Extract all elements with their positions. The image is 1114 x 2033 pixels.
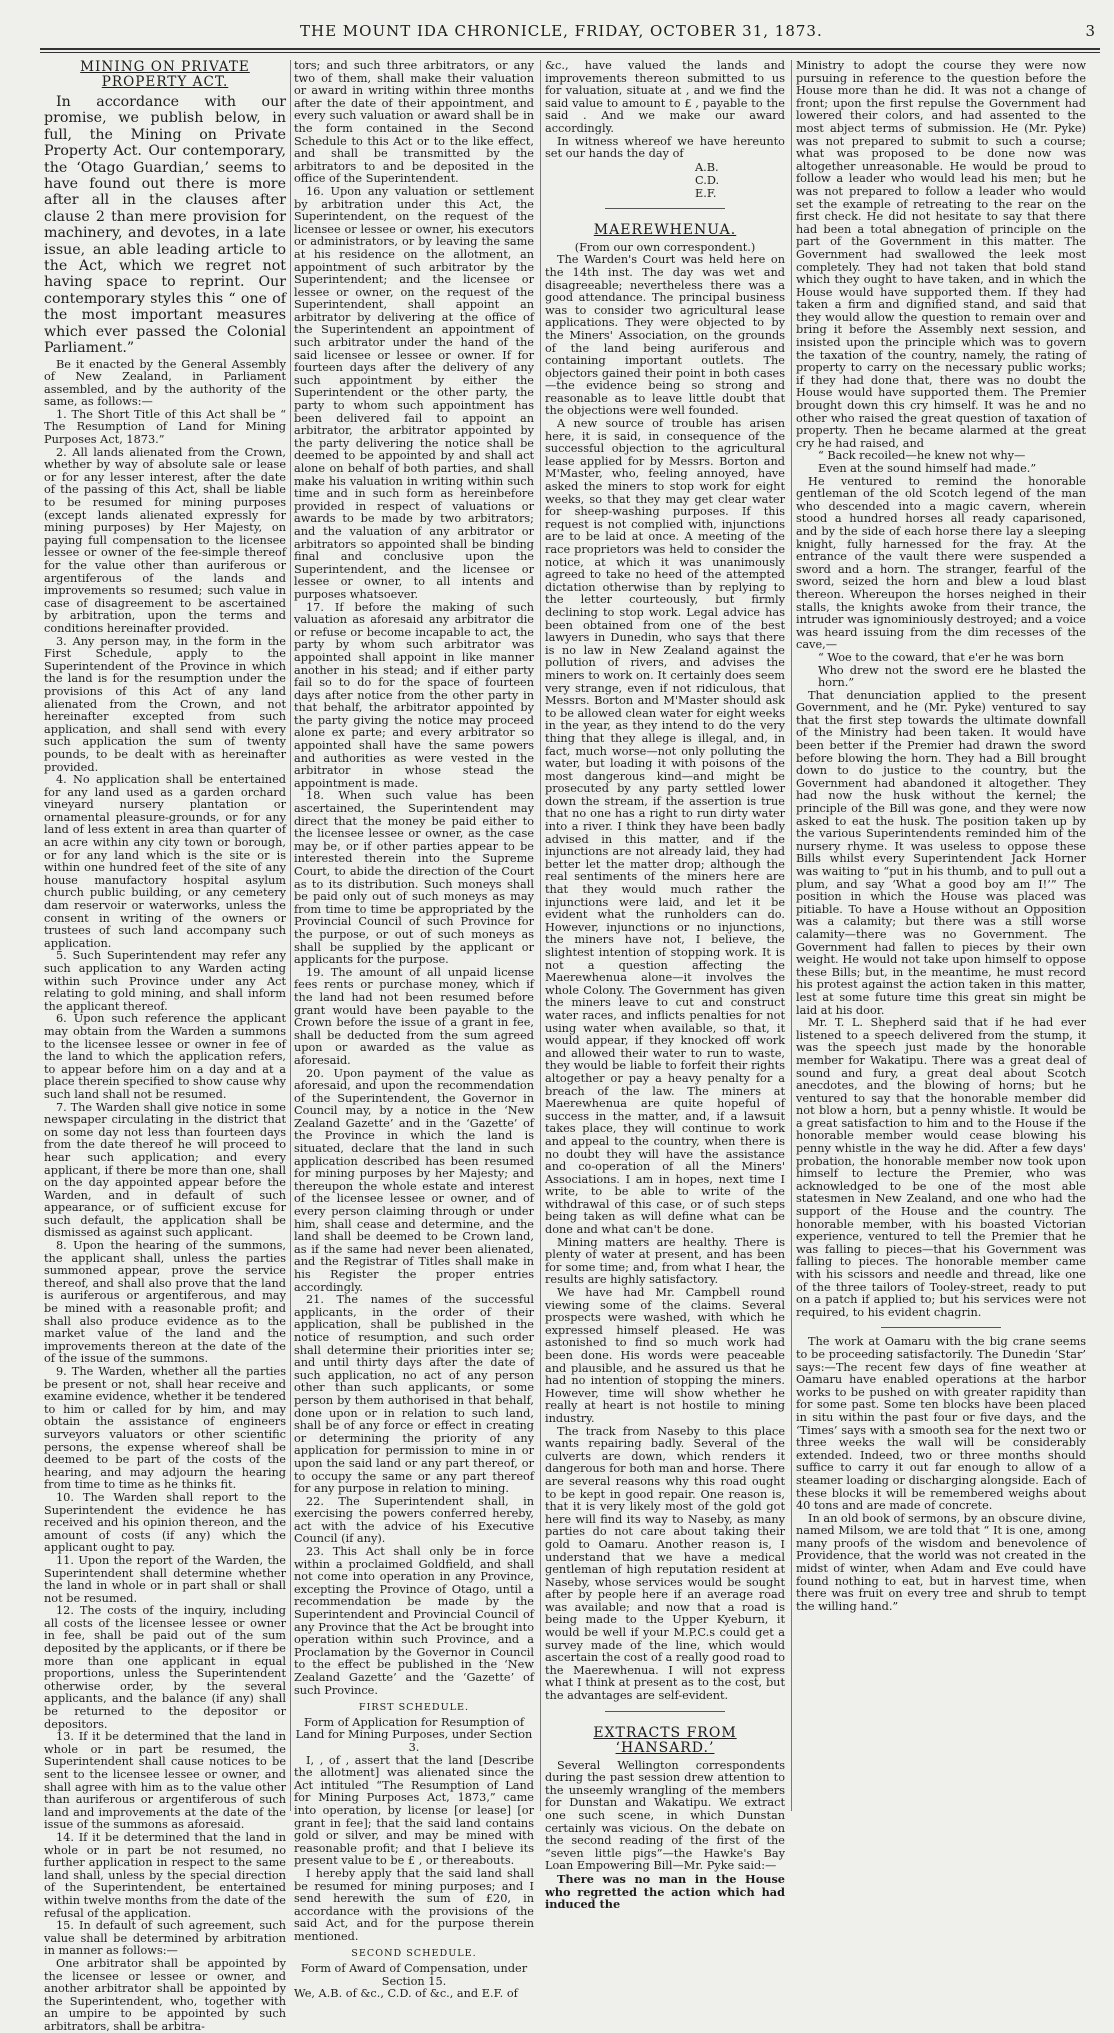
masthead [40, 14, 1100, 44]
signature: E.F. [695, 186, 717, 200]
article-heading: MINING ON PRIVATE PROPERTY ACT. [80, 59, 250, 90]
article-byline: (From our own correspondent.) [574, 240, 756, 254]
section-paragraph: 12. The costs of the inquiry, including all costs of the licensee lessee or owner in fee, shall be paid out of the sum deposited by the applicants, or if there be more than one applicant in equal proportions, unless the Superintendent otherwise order, by the several applicants, and the balance (if any) shall be returned to the depositor or depositors. [44, 1604, 286, 1731]
section-paragraph: 2. All lands alienated from the Crown, whether by way of absolute sale or lease or for any lesser interest, after the date of the passing of this Act, shall be liable to be resumed for mining purposes (except lands alienated expressly for mining purposes) by Her Majesty, on paying full compensation to the licensee lessee or owner of the fee-simple thereof for the value other than auriferous or argentiferous of the lands and improvements so resumed; such value in case of disagreement to be ascertained by arbitration, upon the terms and conditions hereinafter provided. [44, 445, 286, 635]
schedule-title: Form of Award of Compensation, under Section 15. [300, 1962, 528, 1988]
section-paragraph: 13. If it be determined that the land in whole or in part be resumed, the Superintendent shall cause notices to be sent to the licensee lessee or owner, and shall agree with him as to the value other than auriferous or argentiferous of such land and improvements at the date of the issue of the summons as aforesaid. [44, 1730, 286, 1832]
article-paragraph: A new source of trouble has arisen here, it is said, in consequence of the successful objection to the agricultural lease applied for by Messrs. Borton and M'Master, who, feeling annoyed, have asked the miners to stop work for eight weeks, so that they may get clear water for sheep-washing purposes. If this request is not complied with, injunctions are to be laid at once. A meeting of the race proprietors was held to consider the notice, at which it was unanimously agreed to take no heed of the attempted dictation otherwise than by replying to the letter courteously, but firmly declining to stop work. Legal advice has been obtained from one of the best lawyers in Dunedin, who says that there is no law in New Zealand against the pollution of rivers, and advises the miners to work on. It certainly does seem very strange, even if not ridiculous, that Messrs. Borton and M'Master should ask to be allowed clean water for eight weeks in the year, as they intend to do the very thing that they allege is illegal, and, in fact, much worse—not only polluting the water, but loading it with poisons of the most dangerous kind—and might be prosecuted by any party settled lower down the stream, if the assertion is true that no one has a right to run dirty water into a river. I think they have been badly advised in this matter, and if the injunctions are not already laid, they had better let the matter drop; although the real sentiments of the miners here are that they would much rather the injunctions were laid, and let it be evident what the runholders can do. However, injunctions or no injunctions, the miners have not, I believe, the slightest intention of stopping work. It is not a question affecting the Maerewhenua alone—it involves the whole Colony. The Government has given the miners leave to cut and construct water races, and inflicts penalties for not using water when available, so that, it would appear, if they knocked off work and allowed their water to run to waste, they would be liable to forfeit their rights altogether or pay a heavy penalty for a breach of the law. The miners at Maerewhenua are quite hopeful of success in the matter, and, if a lawsuit takes place, they will continue to work and appeal to the country, when there is no doubt they will have the assistance and co-operation of all the Miners' Associations. I am in hopes, next time I write, to be able to write of the withdrawal of this case, or of such steps being taken as will define what can be done and what can't be done. [545, 417, 785, 1237]
article-paragraph: The work at Oamaru with the big crane seems to be proceeding satisfactorily. The Dunedin ‘Star’ says:—The recent few days of fine weather at Oamaru have enabled operations at the harbor works to be pushed on with greater rapidity than for some past. Some ten blocks have been placed in situ within the past four or five days, and the ‘Times’ says with a smooth sea for the next two or three weeks the wall will be considerably extended. Indeed, two or three months should suffice to carry it out far enough to allow of a steamer loading or discharging alongside. Each of these blocks it will be remembered weighs about 40 tons and are made of concrete. [796, 1335, 1086, 1513]
article-heading: EXTRACTS FROM ‘HANSARD.’ [593, 1724, 737, 1756]
section-paragraph: 15. In default of such agreement, such value shall be determined by arbitration in manner as follows:— [44, 1919, 286, 1958]
section-paragraph: 22. The Superintendent shall, in exercising the powers conferred hereby, act with the advice of his Executive Council (if any). [294, 1494, 534, 1546]
column-1 [44, 59, 286, 2033]
section-paragraph: 5. Such Superintendent may refer any such application to any Warden acting within such Province under any Act relating to gold mining, and shall inform the applicant thereof. [44, 949, 286, 1013]
section-paragraph: 21. The names of the successful applicants, in the order of their application, shall be published in the notice of resumption, and such order shall determine their priorities inter se; and until thirty days after the date of such application, no act of any person other than such applicants, or some person by them authorised in that behalf, done upon or in relation to such land, shall be of any force or effect in creating or determining the priority of any application for permission to mine in or upon the said land or any part thereof, or to occupy the same or any part thereof for any purpose in relation to mining. [294, 1293, 534, 1496]
verse-line: Even at the sound himself had made.” [818, 462, 1037, 475]
schedule-title: Form of Application for Resumption of Land for Mining Purposes, under Section 3. [295, 1715, 533, 1754]
masthead-title: THE MOUNT IDA CHRONICLE, FRIDAY, OCTOBER 31, 1873. [300, 22, 823, 40]
section-paragraph: tors; and such three arbitrators, or any two of them, shall make their valuation or award in writing within three months after the date of their appointment, and every such valuation or award shall be in the form contained in the Second Schedule to this Act or to the like effect, and shall be transmitted by the arbitrators to and be deposited in the office of the Superintendent. [294, 59, 534, 186]
schedule-body: I, , of , assert that the land [Describe the allotment] was alienated since the Act intituled “The Resumption of Land for Mining Purposes Act, 1873,” came into operation, by license [or lease] [or grant in fee]; that the said land contains gold or silver, and may be mined with reasonable profit; and that I believe its present value to be £ , or thereabouts. [294, 1753, 534, 1868]
article-paragraph: Ministry to adopt the course they were now pursuing in reference to the question before the House more than he did. It was not a change of front; upon the first repulse the Government had lowered their colors, and had assented to the most abject terms of submission. He (Mr. Pyke) was not prepared to submit to such a course; what was proposed to be done now was altogether unreasonable. He would be proud to follow a leader who would lead his men; but he was not prepared to follow a leader who would set the example of retreating to the rear on the first check. He did not hesitate to say that there had been a total abnegation of principle on the part of the Government in this matter. The Government had swallowed the leek most completely. They had not taken that bold stand which they ought to have taken, and in which the House would have supported them. If they had taken a firm and dignified stand, and said that they would allow the question to remain over and bring it before the Assembly next session, and insisted upon the principle which was to govern the taxation of the country, namely, the rating of property to carry on the necessary public works; if they had done that, there was no doubt the House would have supported them. The Premier brought down this cry himself. It was he and no other who raised the great question of taxation of property. Then he became alarmed at the great cry he had raised, and [796, 59, 1086, 450]
section-paragraph: 11. Upon the report of the Warden, the Superintendent shall determine whether the land in whole or in part shall or shall not be resumed. [44, 1553, 286, 1605]
column-3 [545, 59, 785, 1912]
masthead-rule-thin [40, 52, 1100, 53]
article-paragraph: He ventured to remind the honorable gentleman of the old Scotch legend of the man who descended into a magic cavern, wherein stood a hundred horses all ready caparisoned, and by the side of each horse there lay a sleeping knight, fully harnessed for the fray. At the entrance of the vault there were suspended a sword and a horn. The stranger, fearful of the sword, seized the horn and blew a loud blast thereon. Whereupon the horses neighed in their stalls, the knights awoke from their trance, the intruder was ignominiously destroyed; and a voice was heard issuing from the dim recesses of the cave,— [796, 474, 1086, 652]
article-paragraph: The track from Naseby to this place wants repairing badly. Several of the culverts are down, which renders it dangerous for both man and horse. There are several reasons why this road ought to be kept in good repair. One reason is, that it is very likely most of the gold got here will find its way to Naseby, as many parties do not care about taking their gold to Oamaru. Another reason is, I understand that we have a medical gentleman of high reputation resident at Naseby, whose services would be sought after by people here if an average road was available; and now that a road is being made to the Upper Kyeburn, it would be well if your M.P.C.s could get a survey made of the line, which would ascertain the cost of a really good road to the Maerewhenua. I will not express what I think at present as to the cost, but the advantages are self-evident. [545, 1424, 785, 1703]
enacting-clause: Be it enacted by the General Assembly of New Zealand, in Parliament assembled, and by the authority of the same, as follows:— [44, 357, 286, 409]
section-paragraph: 4. No application shall be entertained for any land used as a garden orchard vineyard nursery plantation or ornamental pleasure-grounds, or for any land of less extent in area than quarter of an acre within any city town or borough, or for any land which is the site or is within one hundred feet of the site of any house manufactory hospital asylum church public building, or any cemetery dam reservoir or waterworks, unless the consent in writing of the owners or trustees of such land accompany such application. [44, 773, 286, 950]
section-paragraph: 6. Upon such reference the applicant may obtain from the Warden a summons to the licensee lessee or owner in fee of the land to which the application refers, to appear before him on a day and at a place therein specified to show cause why such land shall not be resumed. [44, 1012, 286, 1101]
column-2 [294, 59, 534, 2001]
schedule-body: I hereby apply that the said land shall be resumed for mining purposes; and I send herewith the sum of £20, in accordance with the provisions of the said Act, and for the purpose therein mentioned. [294, 1866, 534, 1943]
section-paragraph: 14. If it be determined that the land in whole or in part be not resumed, no further application in respect to the same land shall, unless by the special direction of the Superintendent, be entertained within twelve months from the date of the refusal of the application. [44, 1830, 286, 1920]
verse-line: “ Woe to the coward, that e'er he was born [818, 650, 1064, 664]
article-paragraph: There was no man in the House who regretted the action which had induced the [545, 1871, 785, 1912]
section-paragraph: 19. The amount of all unpaid license fees rents or purchase money, which if the land had not been resumed before grant would have been payable to the Crown before the issue of a grant in fee, shall be deducted from the sum agreed upon or awarded as the value as aforesaid. [294, 965, 534, 1067]
article-paragraph: Mining matters are healthy. There is plenty of water at present, and has been for some time; and, from what I hear, the results are highly satisfactory. [545, 1235, 785, 1287]
separator-rule [605, 1711, 725, 1712]
section-paragraph: 1. The Short Title of this Act shall be “ The Resumption of Land for Mining Purposes Act, 1873.” [44, 407, 286, 447]
section-paragraph: One arbitrator shall be appointed by the licensee or lessee or owner, and another arbitrator shall be appointed by the Superintendent, who, together with an umpire to be appointed by such arbitrators, shall be arbitra- [44, 1956, 286, 2033]
separator-rule [605, 208, 725, 209]
column-4 [796, 60, 1086, 1811]
section-paragraph: 17. If before the making of such valuation as aforesaid any arbitrator die or refuse or become incapable to act, the party by whom such arbitrator was appointed shall appoint in like manner another in his stead; and if either party fail so to do for the space of fourteen days after notice from the other party in that behalf, the arbitrator appointed by the party giving the notice may proceed alone ex parte; and every arbitrator so appointed shall have the same powers and authorities as were vested in the arbitrator in whose stead the appointment is made. [294, 600, 534, 790]
schedule-body: We, A.B. of &c., C.D. of &c., and E.F. of [294, 1987, 518, 2001]
masthead-rule [40, 48, 1100, 50]
column-rule [290, 60, 291, 1811]
article-paragraph: Several Wellington correspondents during the past session drew attention to the unseemly wrangling of the members for Dunstan and Wakatipu. We extract one such scene, in which Dunstan certainly was vicious. On the debate on the second reading of the first of the “seven little pigs”—the Hawke's Bay Loan Empowering Bill—Mr. Pyke said:— [545, 1758, 785, 1873]
signature: C.D. [695, 173, 720, 187]
signature: A.B. [695, 160, 719, 174]
schedule-body: In witness whereof we have hereunto set our hands the day of [545, 134, 785, 161]
article-lead: In accordance with our promise, we publish below, in full, the Mining on Private Property Act. Our contemporary, the ‘Otago Guardian,’ seems to have found out there is more after all in the clauses after clause 2 than mere provision for machinery, and devotes, in a late issue, an able leading article to the Act, which we regret not having space to reprint. Our contemporary styles this “ one of the most important measures which ever passed the Colonial Parliament.” [44, 94, 286, 357]
section-paragraph: 7. The Warden shall give notice in some newspaper circulating in the district that on some day not less than fourteen days from the date thereof he will proceed to hear such application; and every applicant, if there be more than one, shall on the day appointed appear before the Warden, and in default of such appearance, or of sufficient excuse for such default, the application shall be dismissed as against such applicant. [44, 1100, 286, 1240]
section-paragraph: 16. Upon any valuation or settlement by arbitration under this Act, the Superintendent, on the request of the licensee or lessee or owner, his executors or administrators, or by leaving the same at his residence on the allotment, an appointment of such arbitrator by the Superintendent; and the licensee or lessee or owner, on the request of the Superintendent, shall appoint an arbitrator by delivering at the office of the Superintendent an appointment of such arbitrator under the hand of the said licensee or lessee or owner. If for fourteen days after the delivery of any such appointment by either the Superintendent or the other party, the party to whom such appointment has been delivered fail to appoint an arbitrator, the arbitrator appointed by the party delivering the notice shall be deemed to be appointed by and shall act alone on behalf of both parties, and shall make his valuation in writing within such time and in such form as hereinbefore provided in respect of valuations or awards to be made by two arbitrators; and the valuation of any arbitrator or arbitrators so appointed shall be binding final and conclusive upon the Superintendent, and the licensee or lessee or owner, to all intents and purposes whatsoever. [294, 184, 534, 601]
article-heading: MAEREWHENUA. [593, 221, 737, 238]
section-paragraph: 20. Upon payment of the value as aforesaid, and upon the recommendation of the Superintendent, the Governor in Council may, by a notice in the ‘New Zealand Gazette’ and in the ‘Gazette’ of the Province in which the land is situated, declare that the land in such application described has been resumed for mining purposes by her Majesty; and thereupon the whole estate and interest of the licensee lessee or owner, and of every person claiming through or under him, shall cease and determine, and the land shall be deemed to be Crown land, as if the same had never been alienated, and the Registrar of Titles shall make in his Register the proper entries accordingly. [294, 1066, 534, 1294]
verse-line: “ Back recoiled—he knew not why— [818, 449, 1026, 463]
section-paragraph: 9. The Warden, whether all the parties be present or not, shall hear receive and examine evidence, whether it be tendered to him or called for by him, and may obtain the assistance of engineers surveyors valuators or other scientific persons, the expense whereof shall be deemed to be part of the costs of the hearing, and may adjourn the hearing from time to time as he thinks fit. [44, 1365, 286, 1492]
section-paragraph: 8. Upon the hearing of the summons, the applicant shall, unless the parties summoned appear, prove the service thereof, and shall also prove that the land is auriferous or argentiferous, and may be mined with a reasonable profit; and shall also produce evidence as to the market value of the land and the improvements thereon at the date of the of the issue of the summons. [44, 1239, 286, 1366]
column-rule [540, 60, 541, 1811]
section-paragraph: 23. This Act shall only be in force within a proclaimed Goldfield, and shall not come into operation in any Province, excepting the Province of Otago, until a recommendation be made by the Superintendent and Provincial Council of any Province that the Act be brought into operation within such Province, and a Proclamation by the Governor in Council to the effect be published in the ‘New Zealand Gazette’ and the ‘Gazette’ of such Province. [294, 1545, 534, 1697]
verse-line: Who drew not the sword ere he blasted the horn.” [818, 663, 1086, 690]
article-paragraph: In an old book of sermons, by an obscure divine, named Milsom, we are told that “ It is one, among many proofs of the wisdom and benevolence of Providence, that the world was not created in the midst of winter, when Adam and Eve could have found nothing to eat, but in harvest time, when there was fruit on every tree and shrub to tempt the willing hand.” [796, 1511, 1086, 1613]
article-paragraph: The Warden's Court was held here on the 14th inst. The day was wet and disagreeable; nevertheless there was a good attendance. The principal business was to consider two agricultural lease applications. They were objected to by the Miners' Association, on the grounds of the land being auriferous and containing important outlets. The objectors gained their point in both cases—the evidence being so strong and reasonable as to leave little doubt that the objections were well founded. [545, 253, 785, 418]
schedule-heading: SECOND SCHEDULE. [351, 1948, 477, 1960]
article-paragraph: Mr. T. L. Shepherd said that if he had ever listened to a speech delivered from the stump, it was the speech just made by the honorable member for Wakatipu. There was a great deal of sound and fury, a great deal about Scotch anecdotes, and the blowing of horns; but he ventured to say that the honorable member did not blow a horn, but a penny whistle. It would be a great satisfaction to him and to the House if the honorable member would cease blowing his penny whistle in the way he did. After a few days' probation, the honorable member now took upon himself to lecture the Premier, who was acknowledged to be one of the most able statesmen in New Zealand, and one who had the support of the House and the country. The honorable member, with his boasted Victorian experience, ventured to tell the Premier that he was falling to pieces—that his Government was falling to pieces. The honorable member came with his scissors and needle and thread, like one of the three tailors of Tooley-street, ready to put on a patch if applied to; but his services were not required, to his evident chagrin. [796, 1016, 1086, 1319]
section-paragraph: 3. Any person may, in the form in the First Schedule, apply to the Superintendent of the Province in which the land is for the resumption under the provisions of this Act of any land alienated from the Crown, and not hereinafter excepted from such application, and shall send with every such application the sum of twenty pounds, to be dealt with as hereinafter provided. [44, 634, 286, 774]
section-paragraph: 10. The Warden shall report to the Superintendent the evidence he has received and his opinion thereon, and the amount of costs (if any) which the applicant ought to pay. [44, 1490, 286, 1555]
column-rule [791, 60, 792, 1811]
article-paragraph: We have had Mr. Campbell round viewing some of the claims. Several prospects were washed, with which he expressed himself pleased. He was astonished to find so much work had been done. His words were peaceable and plausible, and he assured us that he had no intention of stopping the miners. However, time will show whether he really at heart is not hostile to mining industry. [545, 1286, 785, 1425]
schedule-body: &c., have valued the lands and improvements thereon submitted to us for valuation, situate at , and we find the said value to amount to £ , payable to the said . And we make our award accordingly. [545, 59, 785, 135]
separator-rule [881, 1327, 1001, 1328]
page-number: 3 [1085, 22, 1096, 40]
schedule-heading: FIRST SCHEDULE. [358, 1702, 470, 1714]
section-paragraph: 18. When such value has been ascertained, the Superintendent may direct that the money be paid either to the licensee lessee or owner, as the case may be, or if other parties appear to be interested therein into the Supreme Court, to abide the direction of the Court as to its distribution. Such moneys shall be paid only out of such moneys as may from time to time be appropriated by the Provincial Council of such Province for the purpose, or out of such moneys as shall be supplied by the applicant or applicants for the purpose. [294, 789, 534, 967]
article-paragraph: That denunciation applied to the present Government, and he (Mr. Pyke) ventured to say that the first step towards the ultimate downfall of the Ministry had been taken. It would have been better if the Premier had drawn the sword before blowing the horn. They had a Bill brought down to do justice to the country, but the Government had abandoned it altogether. They had now the husk without the kernel; the principle of the Bill was gone, and they were now asked to eat the husk. The position taken up by the various Superintendents reminded him of the nursery rhyme. It was useless to oppose these Bills whilst every Superintendent Jack Horner was waiting to “put in his thumb, and to pull out a plum, and say ‘What a good boy am I!’” The position in which the House was placed was pitiable. To have a House without an Opposition was a calamity; but there was a still worse calamity—there was no Government. The Government had fallen to pieces by their own weight. He would not take upon himself to oppose these Bills; but, in the meantime, he must record his protest against the action taken in this matter, lest at some future time this great sin might be laid at his door. [796, 688, 1086, 1017]
